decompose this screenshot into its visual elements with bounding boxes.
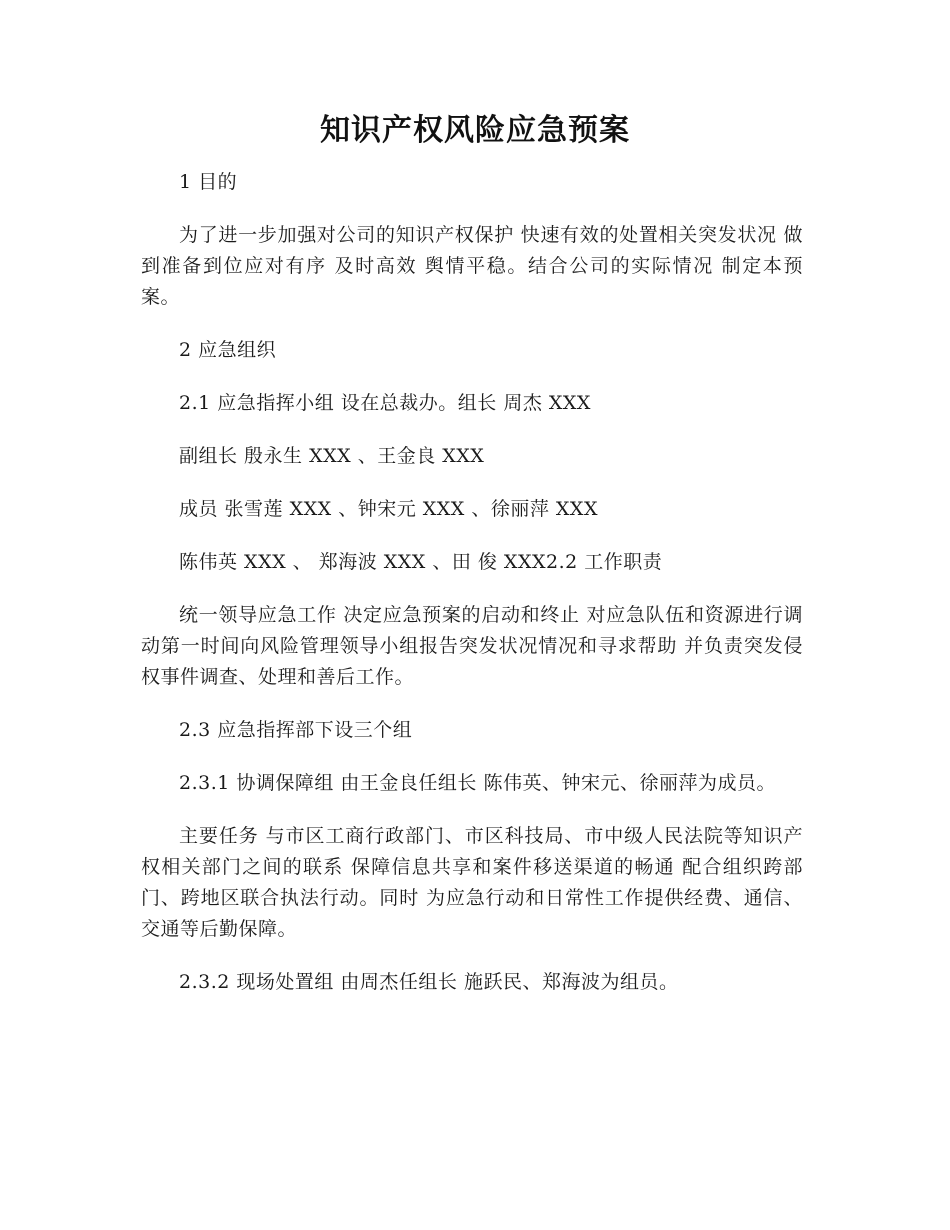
section-heading-organization: 2 应急组织 (179, 339, 277, 361)
paragraph-main-tasks: 主要任务 与市区工商行政部门、市区科技局、市中级人民法院等知识产权相关部门之间的联系 保障信息共享和案件移送渠道的畅通 配合组织跨部门、跨地区联合执法行动。同时 为应急行动和日常性工作提供经费、通信、交通等后勤保障。 (141, 825, 803, 940)
paragraph-deputy-leaders: 副组长 殷永生 XXX 、王金良 XXX (179, 445, 485, 467)
section-heading-purpose: 1 目的 (179, 171, 238, 193)
paragraph-command-group: 2.1 应急指挥小组 设在总裁办。组长 周杰 XXX (179, 392, 591, 414)
section-heading-subgroups: 2.3 应急指挥部下设三个组 (179, 719, 413, 741)
paragraph-members: 成员 张雪莲 XXX 、钟宋元 XXX 、徐丽萍 XXX (179, 498, 598, 520)
paragraph-coordination-group: 2.3.1 协调保障组 由王金良任组长 陈伟英、钟宋元、徐丽萍为成员。 (179, 772, 776, 794)
paragraph-onsite-group: 2.3.2 现场处置组 由周杰任组长 施跃民、郑海波为组员。 (179, 971, 679, 993)
paragraph-purpose: 为了进一步加强对公司的知识产权保护 快速有效的处置相关突发状况 做到准备到位应对有序 及时高效 舆情平稳。结合公司的实际情况 制定本预案。 (141, 224, 803, 308)
document-title: 知识产权风险应急预案 (320, 113, 630, 148)
paragraph-members-continued: 陈伟英 XXX 、 郑海波 XXX 、田 俊 XXX2.2 工作职责 (179, 551, 663, 573)
paragraph-duties: 统一领导应急工作 决定应急预案的启动和终止 对应急队伍和资源进行调动第一时间向风险管理领导小组报告突发状况情况和寻求帮助 并负责突发侵权事件调查、处理和善后工作。 (141, 604, 803, 688)
document-body (141, 167, 803, 998)
